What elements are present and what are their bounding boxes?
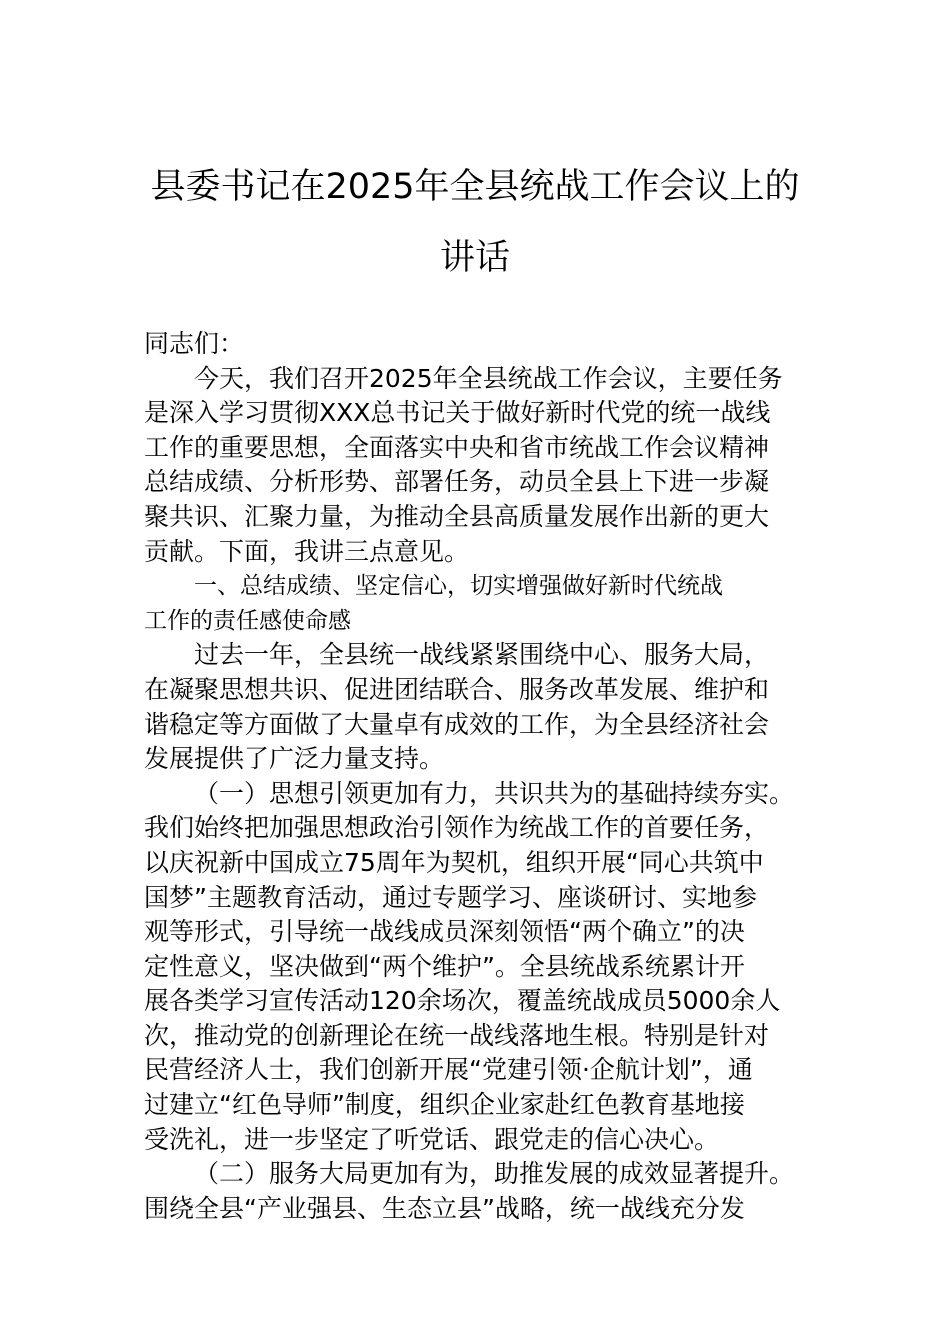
body-text-line: （二）服务大局更加有为，助推发展的成效显著提升。: [194, 1159, 795, 1189]
body-text-line: 在凝聚思想共识、促进团结联合、服务改革发展、维护和: [144, 674, 770, 704]
section-heading-line: 工作的责任感使命感: [144, 607, 351, 634]
body-text-line: 今天，我们召开2025年全县统战工作会议，主要任务: [194, 363, 783, 393]
body-text-line: 谐稳定等方面做了大量卓有成效的工作，为全县经济社会: [144, 709, 770, 739]
body-text-line: 总结成绩、分析形势、部署任务，动员全县上下进一步凝: [144, 467, 770, 497]
body-text-line: 是深入学习贯彻XXX总书记关于做好新时代党的统一战线: [144, 398, 771, 428]
body-text-line: 过去一年，全县统一战线紧紧围绕中心、服务大局，: [194, 640, 770, 670]
body-text-line: 过建立“红色导师”制度，组织企业家赴红色教育基地接: [144, 1090, 745, 1120]
body-text-line: 发展提供了广泛力量支持。: [144, 744, 445, 774]
body-text-line: 围绕全县“产业强县、生态立县”战略，统一战线充分发: [144, 1193, 745, 1223]
body-text-line: （一）思想引领更加有力，共识共为的基础持续夯实。: [194, 778, 795, 808]
body-text-line: 展各类学习宣传活动120余场次，覆盖统战成员5000余人: [144, 986, 781, 1016]
body-text-line: 观等形式，引导统一战线成员深刻领悟“两个确立”的决: [144, 917, 745, 947]
document-title-line-1: 县委书记在2025年全县统战工作会议上的: [150, 167, 800, 207]
body-text-line: 贡献。下面，我讲三点意见。: [144, 536, 470, 566]
document-title-line-2: 讲话: [439, 238, 510, 278]
section-heading-line: 一、总结成绩、坚定信心，切实增强做好新时代统战: [194, 573, 723, 600]
body-text-line: 受洗礼，进一步坚定了听党话、跟党走的信心决心。: [144, 1124, 720, 1154]
body-text-line: 民营经济人士，我们创新开展“党建引领·企航计划”，通: [144, 1055, 753, 1085]
body-text-line: 定性意义，坚决做到“两个维护”。全县统战系统累计开: [144, 951, 745, 981]
document-body: [144, 327, 824, 1226]
body-text-line: 聚共识、汇聚力量，为推动全县高质量发展作出新的更大: [144, 501, 770, 531]
body-text-line: 我们始终把加强思想政治引领作为统战工作的首要任务，: [144, 813, 770, 843]
body-text-line: 以庆祝新中国成立75周年为契机，组织开展“同心共筑中: [144, 847, 764, 877]
body-text-line: 同志们：: [144, 329, 245, 358]
body-text-line: 国梦”主题教育活动，通过专题学习、座谈研讨、实地参: [144, 882, 757, 912]
body-text-line: 工作的重要思想，全面落实中央和省市统战工作会议精神: [144, 432, 770, 462]
body-text-line: 次，推动党的创新理论在统一战线落地生根。特别是针对: [144, 1020, 770, 1050]
